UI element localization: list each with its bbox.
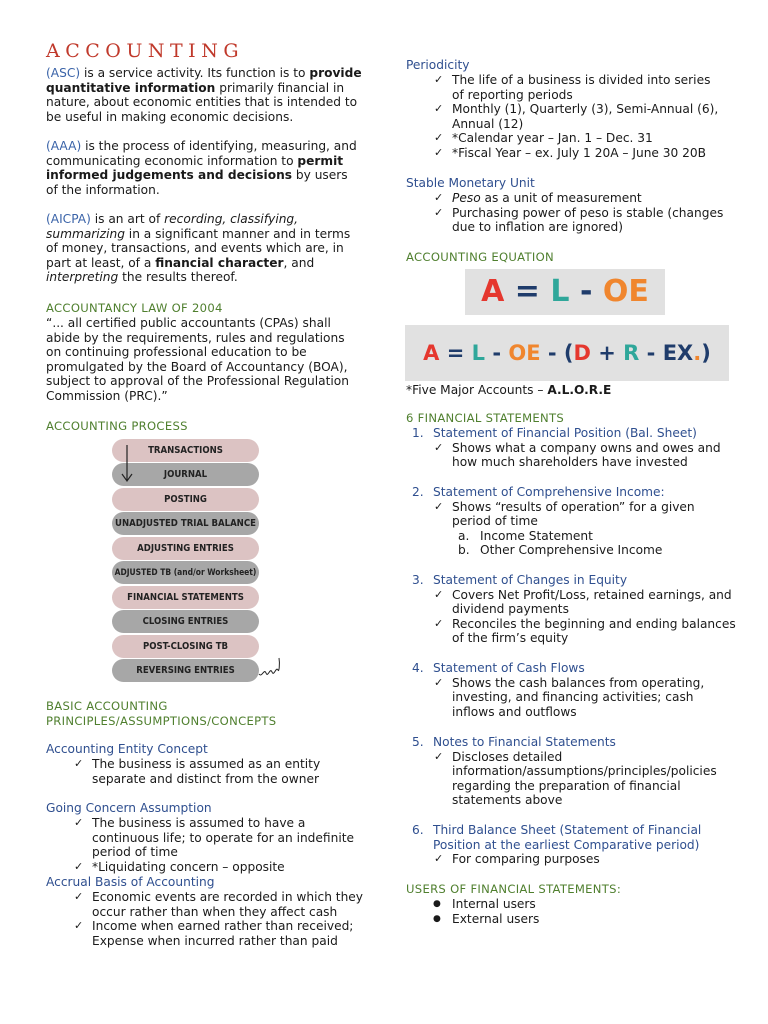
check-icon: ✓ [434, 145, 444, 159]
process-step: REVERSING ENTRIES [112, 659, 259, 682]
down-arrow-icon [120, 444, 134, 484]
equation-heading: ACCOUNTING EQUATION [406, 250, 555, 264]
fs-item-title: 6. Third Balance Sheet (Statement of Financial Position at the earliest Comparative period) [412, 823, 702, 852]
process-step: UNADJUSTED TRIAL BALANCE [112, 512, 259, 535]
list-item: ✓ Economic events are recorded in which they occur rather than when they affect cash [74, 890, 364, 919]
fs-item-title: 3. Statement of Changes in Equity [412, 573, 628, 587]
basic-heading: BASIC ACCOUNTING PRINCIPLES/ASSUMPTIONS/CONCEPTS [46, 699, 277, 728]
monetary-unit-list [406, 191, 726, 235]
process-step: POSTING [112, 488, 259, 511]
process-step: JOURNAL [112, 463, 259, 486]
loop-arrow-icon [257, 654, 283, 680]
process-step: ADJUSTED TB (and/or Worksheet) [112, 561, 259, 584]
monetary-unit-title: Stable Monetary Unit [406, 176, 535, 190]
check-icon: ✓ [74, 890, 84, 903]
list-item: ✓ The business is assumed as an entity separate and distinct from the owner [74, 757, 321, 786]
list-item: a. Income Statement [458, 528, 593, 543]
bullet-icon: ● [433, 899, 441, 909]
check-icon: ✓ [74, 757, 84, 770]
bullet-icon: ● [433, 913, 441, 924]
law-heading: ACCOUNTANCY LAW OF 2004 [46, 301, 223, 315]
page-title: ACCOUNTING [46, 40, 244, 62]
going-concern-title: Going Concern Assumption [46, 801, 212, 815]
list-item: ✓ Shows the cash balances from operating, investing, and financing activities; cash inflows and outflows [434, 675, 705, 719]
aicpa-abbr: (AICPA) [46, 212, 91, 226]
check-icon: ✓ [434, 131, 444, 145]
list-item: ✓ Shows what a company owns and owes and how much shareholders have invested [434, 440, 721, 470]
check-icon: ✓ [74, 816, 84, 829]
check-icon: ✓ [434, 102, 444, 116]
fs-item-title: 2. Statement of Comprehensive Income: [412, 485, 665, 499]
list-item: ✓ Peso as a unit of measurement [434, 191, 642, 205]
fs-item-1 [406, 426, 736, 470]
aaa-definition: (AAA) is the process of identifying, measuring, and communicating economic information to permit informed judgements and decisions by users of the information. [46, 139, 357, 197]
users-list [406, 897, 726, 926]
list-item: ✓ Covers Net Profit/Loss, retained earnings, and dividend payments [434, 587, 732, 617]
process-step: FINANCIAL STATEMENTS [112, 586, 259, 609]
aicpa-definition: (AICPA) is an art of recording, classifying, summarizing in a significant manner and in terms of money, transactions, and events which are, in part at least, of a financial character, and interpreting the results thereof. [46, 212, 351, 285]
list-item: ● External users [433, 911, 540, 926]
check-icon: ✓ [74, 859, 84, 873]
periodicity-list [406, 73, 726, 161]
aaa-abbr: (AAA) [46, 139, 82, 153]
list-item: ✓ The business is assumed to have a continuous life; to operate for an indefinite period of time [74, 816, 354, 860]
list-item: ✓ Discloses detailed information/assumptions/principles/policies regarding the preparation of financial statements above [434, 749, 717, 808]
accrual-basis-list [46, 890, 366, 948]
fs-item-5 [406, 735, 736, 808]
check-icon: ✓ [434, 73, 444, 86]
entity-concept-list [46, 757, 366, 786]
fs-item-6 [406, 823, 736, 867]
list-item: ✓ For comparing purposes [434, 852, 600, 867]
list-item: ✓ Reconciles the beginning and ending balances of the firm’s equity [434, 616, 736, 646]
check-icon: ✓ [434, 616, 444, 630]
check-icon: ✓ [434, 205, 444, 219]
list-item: ✓ *Liquidating concern – opposite [74, 859, 285, 874]
check-icon: ✓ [434, 499, 444, 513]
equation-expanded: A = L - OE - (D + R - EX.) [405, 325, 729, 381]
list-item: ✓ Shows “results of operation” for a given period of time [434, 499, 695, 529]
list-item: ✓ Monthly (1), Quarterly (3), Semi-Annual (6), Annual (12) [434, 102, 719, 131]
process-step: TRANSACTIONS [112, 439, 259, 462]
process-heading: ACCOUNTING PROCESS [46, 419, 188, 433]
process-step: POST-CLOSING TB [112, 635, 259, 658]
asc-definition: (ASC) is a service activity. Its function is to provide quantitative information primarily financial in nature, about economic entities that is intended to be useful in making economic decisions. [46, 66, 362, 124]
list-item: ✓ *Fiscal Year – ex. July 1 20A – June 30 20B [434, 145, 707, 160]
check-icon: ✓ [434, 675, 444, 689]
law-quote: “... all certified public accountants (CPAs) shall abide by the requirements, rules and regulations on continuing professional education to be promulgated by the Board of Accountancy (BOA), subject to approval of the Professional Regulation Commission (PRC).” [46, 316, 349, 403]
fs-item-3 [406, 573, 736, 646]
check-icon: ✓ [74, 919, 84, 933]
fs-item-title: 4. Statement of Cash Flows [412, 661, 585, 675]
check-icon: ✓ [434, 587, 444, 601]
users-heading: USERS OF FINANCIAL STATEMENTS: [406, 882, 622, 896]
check-icon: ✓ [434, 749, 444, 763]
process-step: CLOSING ENTRIES [112, 610, 259, 633]
list-item: ✓ Purchasing power of peso is stable (changes due to inflation are ignored) [434, 205, 724, 235]
equation-basic: A = L - OE [465, 269, 665, 315]
accrual-basis-title: Accrual Basis of Accounting [46, 875, 215, 889]
check-icon: ✓ [434, 440, 444, 454]
entity-concept-title: Accounting Entity Concept [46, 742, 208, 756]
list-item: ✓ The life of a business is divided into series of reporting periods [434, 73, 711, 102]
check-icon: ✓ [434, 852, 444, 866]
list-item: ✓ *Calendar year – Jan. 1 – Dec. 31 [434, 131, 653, 146]
list-item: b. Other Comprehensive Income [458, 543, 663, 558]
fs-heading: 6 FINANCIAL STATEMENTS [406, 411, 565, 425]
asc-abbr: (ASC) [46, 66, 81, 80]
five-major-accounts-note: *Five Major Accounts – A.L.O.R.E [406, 383, 612, 397]
periodicity-title: Periodicity [406, 58, 470, 72]
list-item: ✓ Income when earned rather than received; Expense when incurred rather than paid [74, 919, 354, 948]
process-step: ADJUSTING ENTRIES [112, 537, 259, 560]
fs-item-title: 1. Statement of Financial Position (Bal. Sheet) [412, 426, 697, 440]
fs-item-title: 5. Notes to Financial Statements [412, 735, 616, 749]
check-icon: ✓ [434, 191, 444, 204]
going-concern-list [46, 816, 366, 874]
fs-item-2 [406, 485, 736, 558]
fs-item-4 [406, 661, 736, 719]
list-item: ● Internal users [433, 897, 536, 911]
